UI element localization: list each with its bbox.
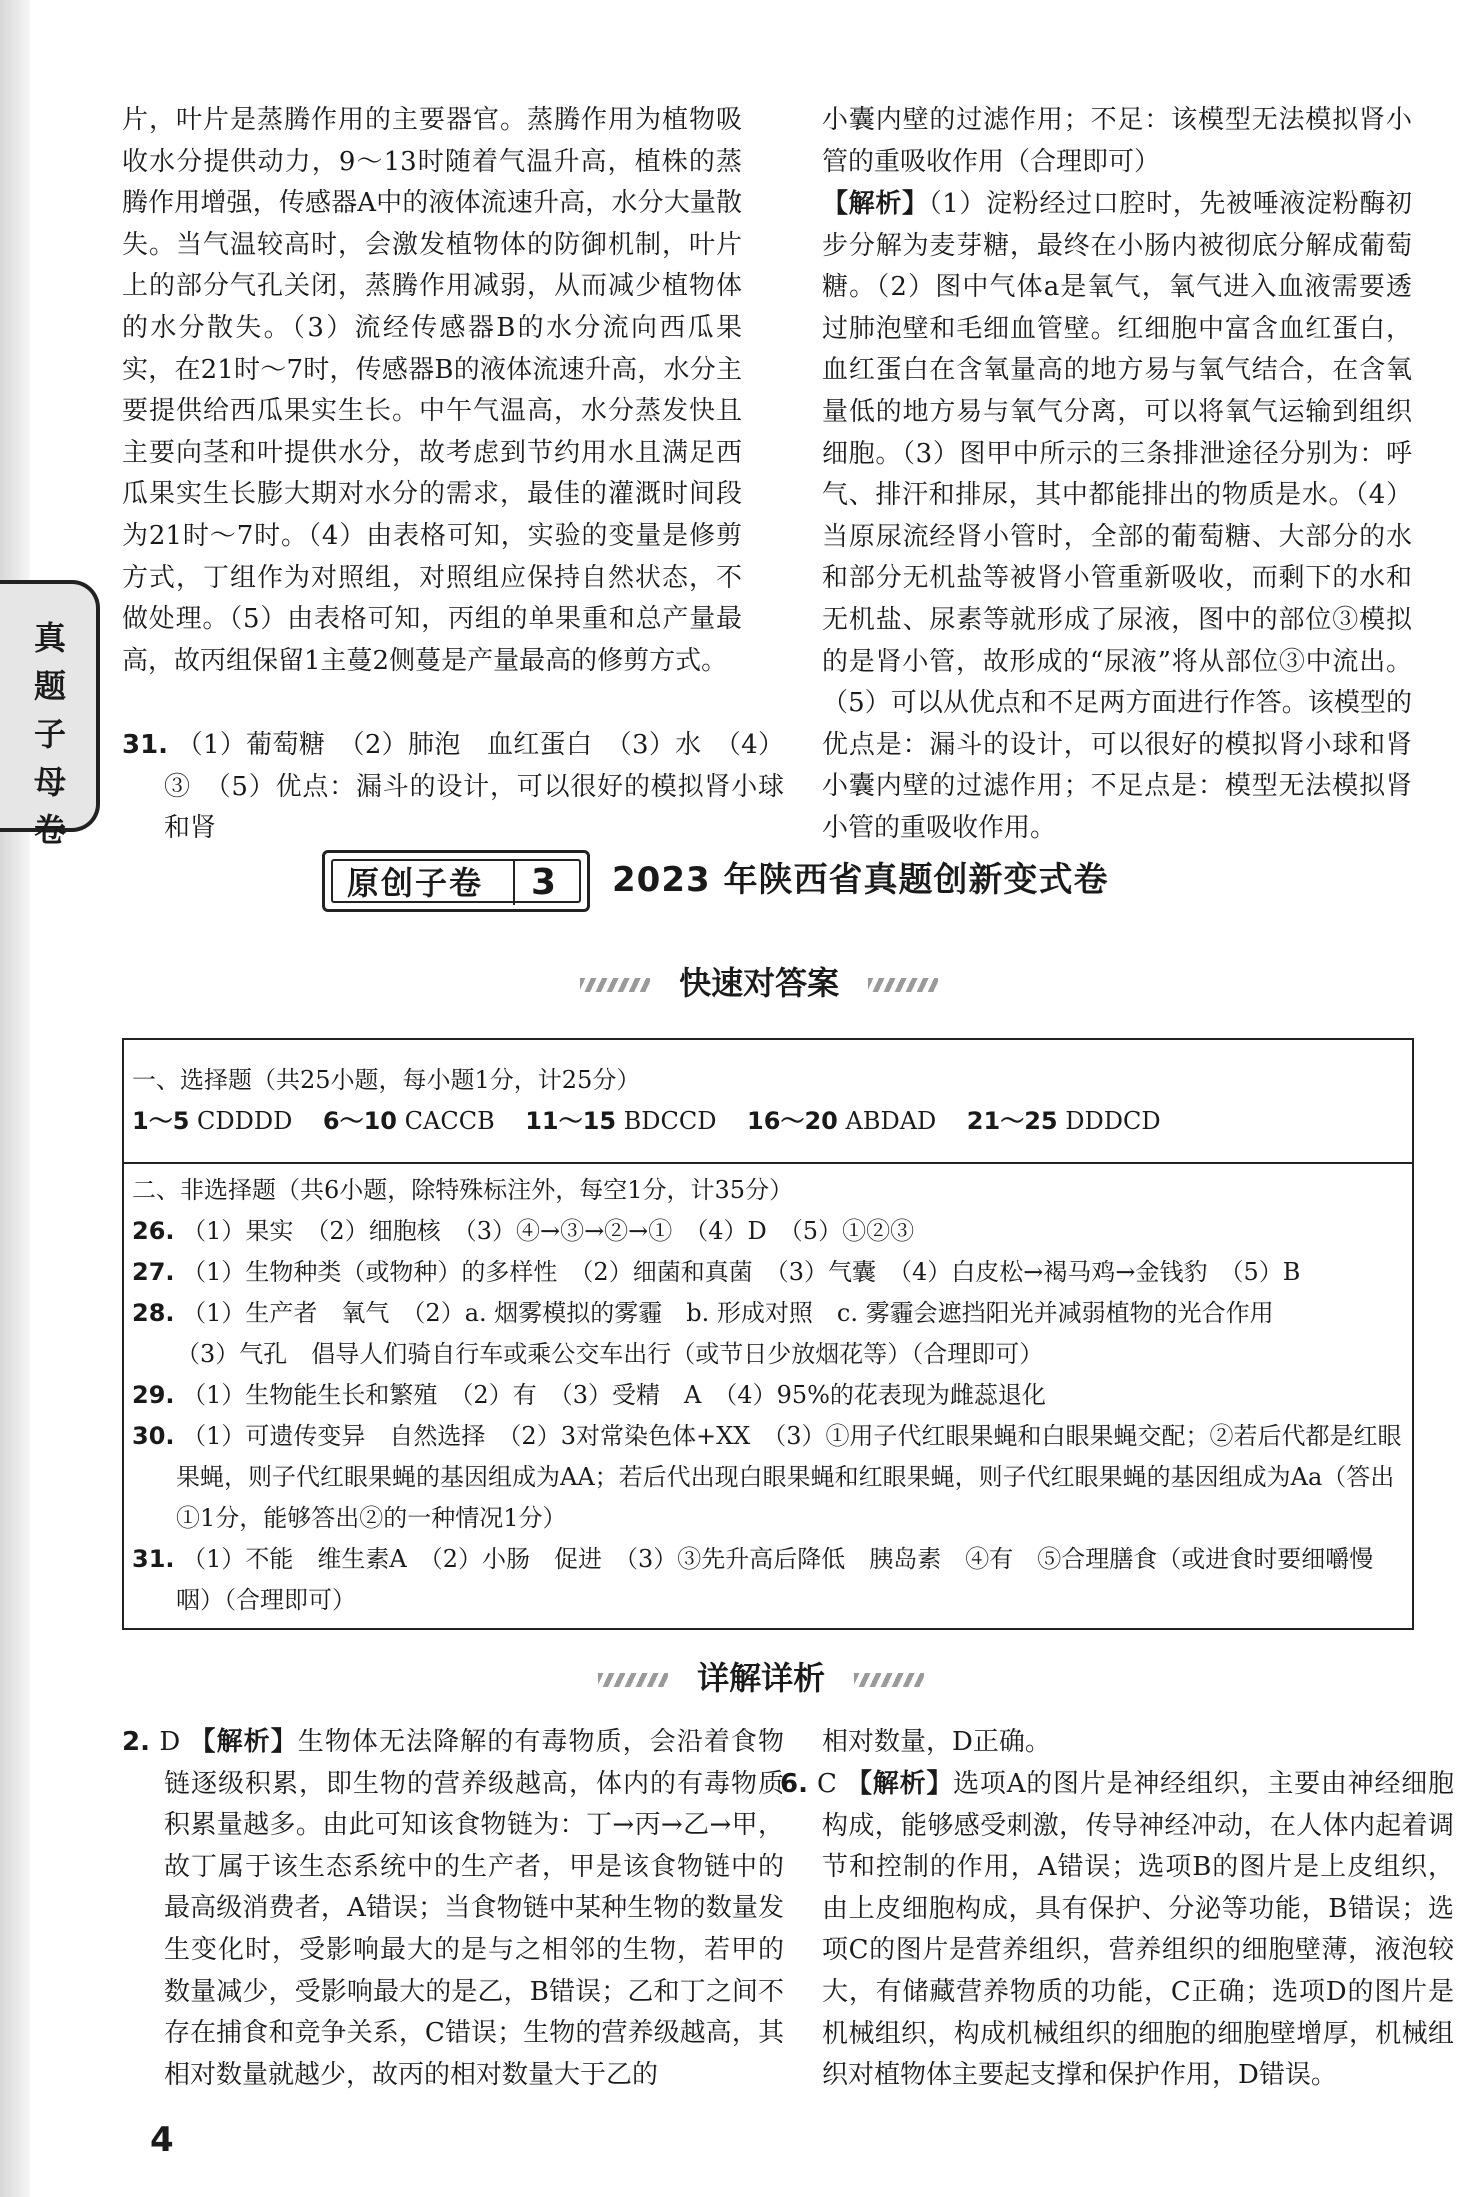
top-left-paragraph: 片，叶片是蒸腾作用的主要器官。蒸腾作用为植物吸收水分提供动力，9～13时随着气温升高，植株的蒸腾作用增强，传感器A中的液体流速升高，水分大量散失。当气温较高时，会激发植物体的防御机制，叶片上的部分气孔关闭，蒸腾作用减弱，从而减少植物体的水分散失。（3）流经传感器B的水分流向西瓜果实，在21时～7时，传感器B的液体流速升高，水分主要提供给西瓜果实生长。中午气温高，水分蒸发快且主要向茎和叶提供水分，故考虑到节约用水且满足西瓜果实生长膨大期对水分的需求，最佳的灌溉时间段为21时～7时。（4）由表格可知，实验的变量是修剪方式，丁组作为对照组，对照组应保持自然状态，不做处理。（5）由表格可知，丙组的单果重和总产量最高，故丙组保留1主蔓2侧蔓是产量最高的修剪方式。 <box>122 105 742 676</box>
item-text: （1）生物种类（或物种）的多样性 （2）细菌和真菌 （3）气囊 （4）白皮松→褐马鸡→金钱豹 （5）B <box>182 1258 1301 1286</box>
decor-stripes-left <box>580 978 650 992</box>
answer-item-30 <box>132 1416 1404 1539</box>
answer-box-divider <box>124 1162 1412 1164</box>
decor-stripes-right <box>868 978 938 992</box>
item-text: （1）生产者 氧气 （2）a. 烟雾模拟的雾霾 b. 形成对照 c. 雾霾会遮挡阳光并减弱植物的光合作用 <box>182 1299 1274 1327</box>
answer-box <box>122 1038 1414 1630</box>
banner-title: 2023 年陕西省真题创新变式卷 <box>612 860 1109 900</box>
q6-analysis-text: 选项A的图片是神经组织，主要由神经细胞构成，能够感受刺激，传导神经冲动，在人体内起着调节和控制的作用，A错误；选项B的图片是上皮组织，由上皮细胞构成，具有保护、分泌等功能，B错误；选项C的图片是营养组织，营养组织的细胞壁薄，液泡较大，有储藏营养物质的功能，C正确；选项D的图片是机械组织，构成机械组织的细胞的细胞壁增厚，机械组织对植物体主要起支撑和保护作用，D错误。 <box>822 1769 1455 2091</box>
q31-answer-text: （1）葡萄糖 （2）肺泡 血红蛋白 （3）水 （4）③ （5）优点：漏斗的设计，可以很好的模拟肾小球和肾 <box>164 730 784 844</box>
quick-answers-heading <box>580 963 938 1003</box>
banner-number: 3 <box>531 862 557 903</box>
q6-explanation <box>780 1764 1454 2097</box>
answers-5: DDDCD <box>1065 1107 1161 1135</box>
top-right-paragraph-2 <box>822 184 1412 850</box>
item-text: （1）不能 维生素A （2）小肠 促进 （3）③先升高后降低 胰岛素 ④有 ⑤合理膳食（或进食时要细嚼慢咽）（合理即可） <box>176 1545 1374 1614</box>
banner-inner-frame <box>331 859 581 903</box>
detail-title: 详解详析 <box>697 1659 826 1697</box>
side-tab <box>0 580 100 849</box>
range-1: 1～5 <box>132 1107 190 1135</box>
analysis-text: （1）淀粉经过口腔时，先被唾液淀粉酶初步分解为麦芽糖，最终在小肠内被彻底分解成葡萄糖。（2）图中气体a是氧气，氧气进入血液需要透过肺泡壁和毛细血管壁。红细胞中富含血红蛋白，血红蛋白在含氧量高的地方易与氧气结合，在含氧量低的地方易与氧气分离，可以将氧气运输到组织细胞。（3）图甲中所示的三条排泄途径分别为：呼气、排汗和排尿，其中都能排出的物质是水。（4）当原尿流经肾小管时，全部的葡萄糖、大部分的水和部分无机盐等被肾小管重新吸收，而剩下的水和无机盐、尿素等就形成了尿液，图中的部位③模拟的是肾小管，故形成的“尿液”将从部位③中流出。（5）可以从优点和不足两方面进行作答。该模型的优点是：漏斗的设计，可以很好的模拟肾小球和肾小囊内壁的过滤作用；不足点是：模型无法模拟肾小管的重吸收作用。 <box>822 189 1412 843</box>
item-number: 31. <box>132 1545 175 1573</box>
range-2: 6～10 <box>322 1107 398 1135</box>
answers-4: ABDAD <box>845 1107 937 1135</box>
q2-explanation <box>122 1722 784 2096</box>
page-edge-shadow <box>0 0 30 2197</box>
range-4: 16～20 <box>747 1107 838 1135</box>
answer-item-28-cont: （3）气孔 倡导人们骑自行车或乘公交车出行（或节日少放烟花等）（合理即可） <box>176 1340 1044 1368</box>
answer-item-27 <box>132 1252 1404 1293</box>
answer-item-29 <box>132 1375 1404 1416</box>
choice-section-title: 一、选择题（共25小题，每小题1分，计25分） <box>132 1066 641 1094</box>
item-text: （1）生物能生长和繁殖 （2）有 （3）受精 A （4）95%的花表现为雌蕊退化 <box>182 1381 1046 1409</box>
item-number: 28. <box>132 1299 175 1327</box>
q2-number: 2. <box>122 1727 150 1757</box>
answers-3: BDCCD <box>623 1107 717 1135</box>
q6-answer: C <box>817 1769 837 1799</box>
range-5: 21～25 <box>966 1107 1058 1135</box>
q31-number: 31. <box>122 730 169 760</box>
detail-heading <box>598 1658 924 1698</box>
q6-analysis-tag: 【解析】 <box>846 1769 954 1799</box>
item-number: 30. <box>132 1422 175 1450</box>
range-3: 11～15 <box>525 1107 617 1135</box>
q2-answer: D <box>159 1727 181 1757</box>
choice-answers-row <box>132 1101 1404 1142</box>
item-number: 26. <box>132 1217 175 1245</box>
q6-number: 6. <box>780 1769 808 1799</box>
quick-answers-title: 快速对答案 <box>679 964 840 1002</box>
decor-stripes-right <box>854 1673 924 1687</box>
q31-answer-block <box>122 725 784 850</box>
answers-2: CACCB <box>404 1107 495 1135</box>
nonchoice-section-title: 二、非选择题（共6小题，除特殊标注外，每空1分，计35分） <box>132 1176 794 1204</box>
banner-label: 原创子卷 <box>347 864 484 902</box>
q2-analysis-text: 生物体无法降解的有毒物质，会沿着食物链逐级积累，即生物的营养级越高，体内的有毒物质积累量越多。由此可知该食物链为：丁→丙→乙→甲，故丁属于该生态系统中的生产者，甲是该食物链中的最高级消费者，A错误；当食物链中某种生物的数量发生变化时，受影响最大的是与之相邻的生物，若甲的数量减少，受影响最大的是乙，B错误；乙和丁之间不存在捕食和竞争关系，C错误；生物的营养级越高，其相对数量就越少，故丙的相对数量大于乙的 <box>164 1727 784 2090</box>
item-text: （1）果实 （2）细胞核 （3）④→③→②→① （4）D （5）①②③ <box>182 1217 915 1245</box>
analysis-tag: 【解析】 <box>822 189 929 219</box>
answer-item-28 <box>132 1293 1404 1334</box>
q2-analysis-tag: 【解析】 <box>189 1727 298 1757</box>
answers-1: CDDDD <box>197 1107 293 1135</box>
item-number: 29. <box>132 1381 175 1409</box>
top-right-paragraph-1: 小囊内壁的过滤作用；不足：该模型无法模拟肾小管的重吸收作用（合理即可） <box>822 105 1412 177</box>
item-number: 27. <box>132 1258 175 1286</box>
answer-item-31 <box>132 1539 1404 1621</box>
decor-stripes-left <box>598 1673 668 1687</box>
page-number: 4 <box>150 2120 174 2160</box>
q2-explanation-cont: 相对数量，D正确。 <box>822 1727 1051 1757</box>
item-text: （1）可遗传变异 自然选择 （2）3对常染色体+XX （3）①用子代红眼果蝇和白眼果蝇交配；②若后代都是红眼果蝇，则子代红眼果蝇的基因组成为AA；若后代出现白眼果蝇和红眼果蝇，则子代红眼果蝇的基因组成为Aa（答出①1分，能够答出②的一种情况1分） <box>176 1422 1402 1532</box>
side-tab-label: 真题子母卷 <box>33 619 66 849</box>
banner-frame <box>322 850 590 912</box>
answer-item-26 <box>132 1211 1404 1252</box>
